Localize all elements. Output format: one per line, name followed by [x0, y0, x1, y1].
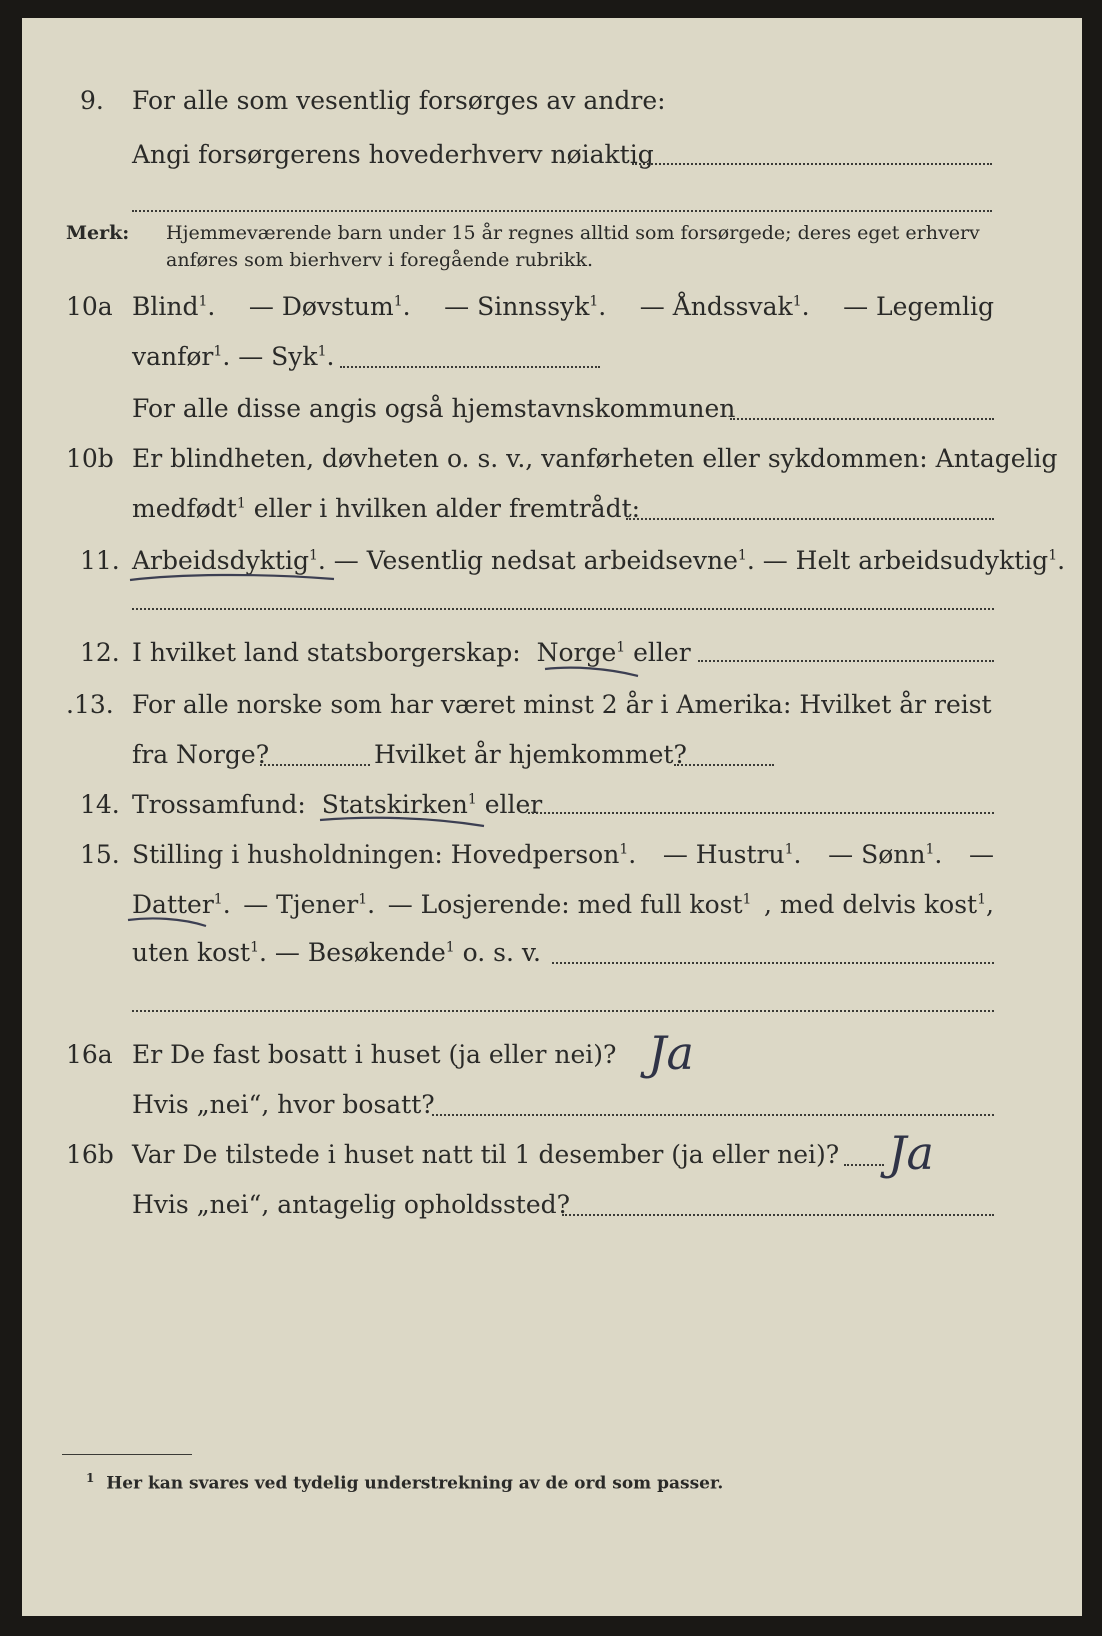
q13-line2a: fra Norge?: [132, 740, 270, 769]
census-form-page: [22, 18, 1082, 1616]
opt-sonn: — Sønn: [828, 840, 926, 869]
q10b-line1: Er blindheten, døvheten o. s. v., vanførheten eller sykdommen: Antagelig: [132, 444, 1058, 473]
opt-legemlig: — Legemlig: [843, 292, 994, 321]
handwritten-underline-datter: [126, 914, 210, 930]
q13-reist-line: [260, 764, 370, 766]
q16b-opholdssted-line: [562, 1214, 994, 1216]
opt-full-kost: — Losjerende: med full kost: [387, 890, 743, 919]
opt-hustru: — Hustru: [662, 840, 785, 869]
q10b-line2: medfødt$^1$ eller i hvilken alder fremtrådt:: [132, 494, 641, 523]
q13-line2b: Hvilket år hjemkommet?: [374, 740, 687, 769]
q10a-kommune-line: [730, 418, 994, 420]
merk-line2: anføres som bierhverv i foregående rubrikk.: [166, 249, 594, 271]
q13-hjemkommet-line: [674, 764, 774, 766]
opt-datter: Datter: [132, 890, 214, 919]
q16b-answer-line: [844, 1164, 884, 1166]
q9-line2: Angi forsørgerens hovederhverv nøiaktig: [132, 140, 654, 169]
q15-answer-line-2: [132, 1010, 994, 1012]
q15-line3: uten kost$^1$. — Besøkende$^1$ o. s. v.: [132, 938, 541, 967]
handwritten-underline-norge: [542, 664, 642, 680]
item-number-14: 14.: [80, 790, 120, 819]
opt-tjener: — Tjener: [243, 890, 359, 919]
q10a-syk-line: [340, 366, 600, 368]
q16b-handwritten-answer: Ja: [888, 1126, 934, 1180]
q10a-line3: For alle disse angis også hjemstavnskommunen: [132, 394, 736, 423]
item-number-16a: 16a: [66, 1040, 113, 1069]
merk-line1: Hjemmeværende barn under 15 år regnes alltid som forsørgede; deres eget erhverv: [166, 222, 980, 244]
opt-hovedperson: Stilling i husholdningen: Hovedperson: [132, 840, 620, 869]
q9-answer-line: [632, 163, 992, 165]
q16a-line2: Hvis „nei“, hvor bosatt?: [132, 1090, 435, 1119]
opt-andssvak: — Åndssvak: [639, 292, 793, 321]
opt-sinnssyk: — Sinnssyk: [444, 292, 590, 321]
q16a-handwritten-answer: Ja: [648, 1026, 694, 1080]
item-number-15: 15.: [80, 840, 120, 869]
q15-line2: Datter$^1$. — Tjener$^1$. — Losjerende: med full kost$^1$ , med delvis kost$^1$,: [132, 890, 994, 919]
item-number-12: 12.: [80, 638, 120, 667]
q12-line: I hvilket land statsborgerskap: Norge$^1$ eller: [132, 638, 691, 667]
merk-label: Merk:: [66, 222, 130, 244]
q15-answer-line: [552, 962, 994, 964]
item-number-16b: 16b: [66, 1140, 114, 1169]
footnote: $^1$ Her kan svares ved tydelig understrekning av de ord som passer.: [86, 1471, 724, 1494]
q16a-line1: Er De fast bosatt i huset (ja eller nei)?: [132, 1040, 617, 1069]
q16b-line1: Var De tilstede i huset natt til 1 desember (ja eller nei)?: [132, 1140, 840, 1169]
opt-arbeidsdyktig: Arbeidsdyktig: [132, 546, 309, 575]
q10a-line2: vanfør$^1$. — Syk$^1$.: [132, 342, 335, 371]
opt-norge: Norge: [536, 638, 617, 667]
opt-delvis-kost: , med delvis kost: [763, 890, 978, 919]
opt-besokende: — Besøkende: [274, 938, 446, 967]
q10b-answer-line: [626, 518, 994, 520]
q9-line1: For alle som vesentlig forsørges av andre:: [132, 86, 666, 115]
item-number-9: 9.: [80, 86, 104, 115]
item-number-10b: 10b: [66, 444, 114, 473]
q10a-line1: Blind$^1$. — Døvstum$^1$. — Sinnssyk$^1$. — Åndssvak$^1$. — Legemlig: [132, 292, 994, 321]
opt-uten-kost: uten kost: [132, 938, 251, 967]
opt-statskirken: Statskirken: [321, 790, 468, 819]
q9-answer-line-2: [132, 210, 992, 212]
footnote-rule: [62, 1454, 192, 1455]
q16a-answer-line: [432, 1114, 994, 1116]
q14-answer-line: [528, 812, 994, 814]
opt-dovstum: — Døvstum: [248, 292, 394, 321]
item-number-10a: 10a: [66, 292, 113, 321]
q13-line1: For alle norske som har været minst 2 år i Amerika: Hvilket år reist: [132, 690, 992, 719]
q14-line: Trossamfund: Statskirken$^1$ eller: [132, 790, 543, 819]
q15-line1: Stilling i husholdningen: Hovedperson$^1$. — Hustru$^1$. — Sønn$^1$. —: [132, 840, 994, 869]
handwritten-underline-statskirken: [318, 814, 488, 830]
opt-blind: Blind: [132, 292, 199, 321]
q11-answer-line: [132, 608, 994, 610]
q16b-line2: Hvis „nei“, antagelig opholdssted?: [132, 1190, 571, 1219]
item-number-11: 11.: [80, 546, 120, 575]
item-number-13: .13.: [66, 690, 114, 719]
q12-answer-line: [698, 660, 994, 662]
q11-line: Arbeidsdyktig$^1$. — Vesentlig nedsat arbeidsevne$^1$. — Helt arbeidsudyktig$^1$.: [132, 546, 1066, 575]
handwritten-underline-arbeidsdyktig: [128, 571, 338, 585]
